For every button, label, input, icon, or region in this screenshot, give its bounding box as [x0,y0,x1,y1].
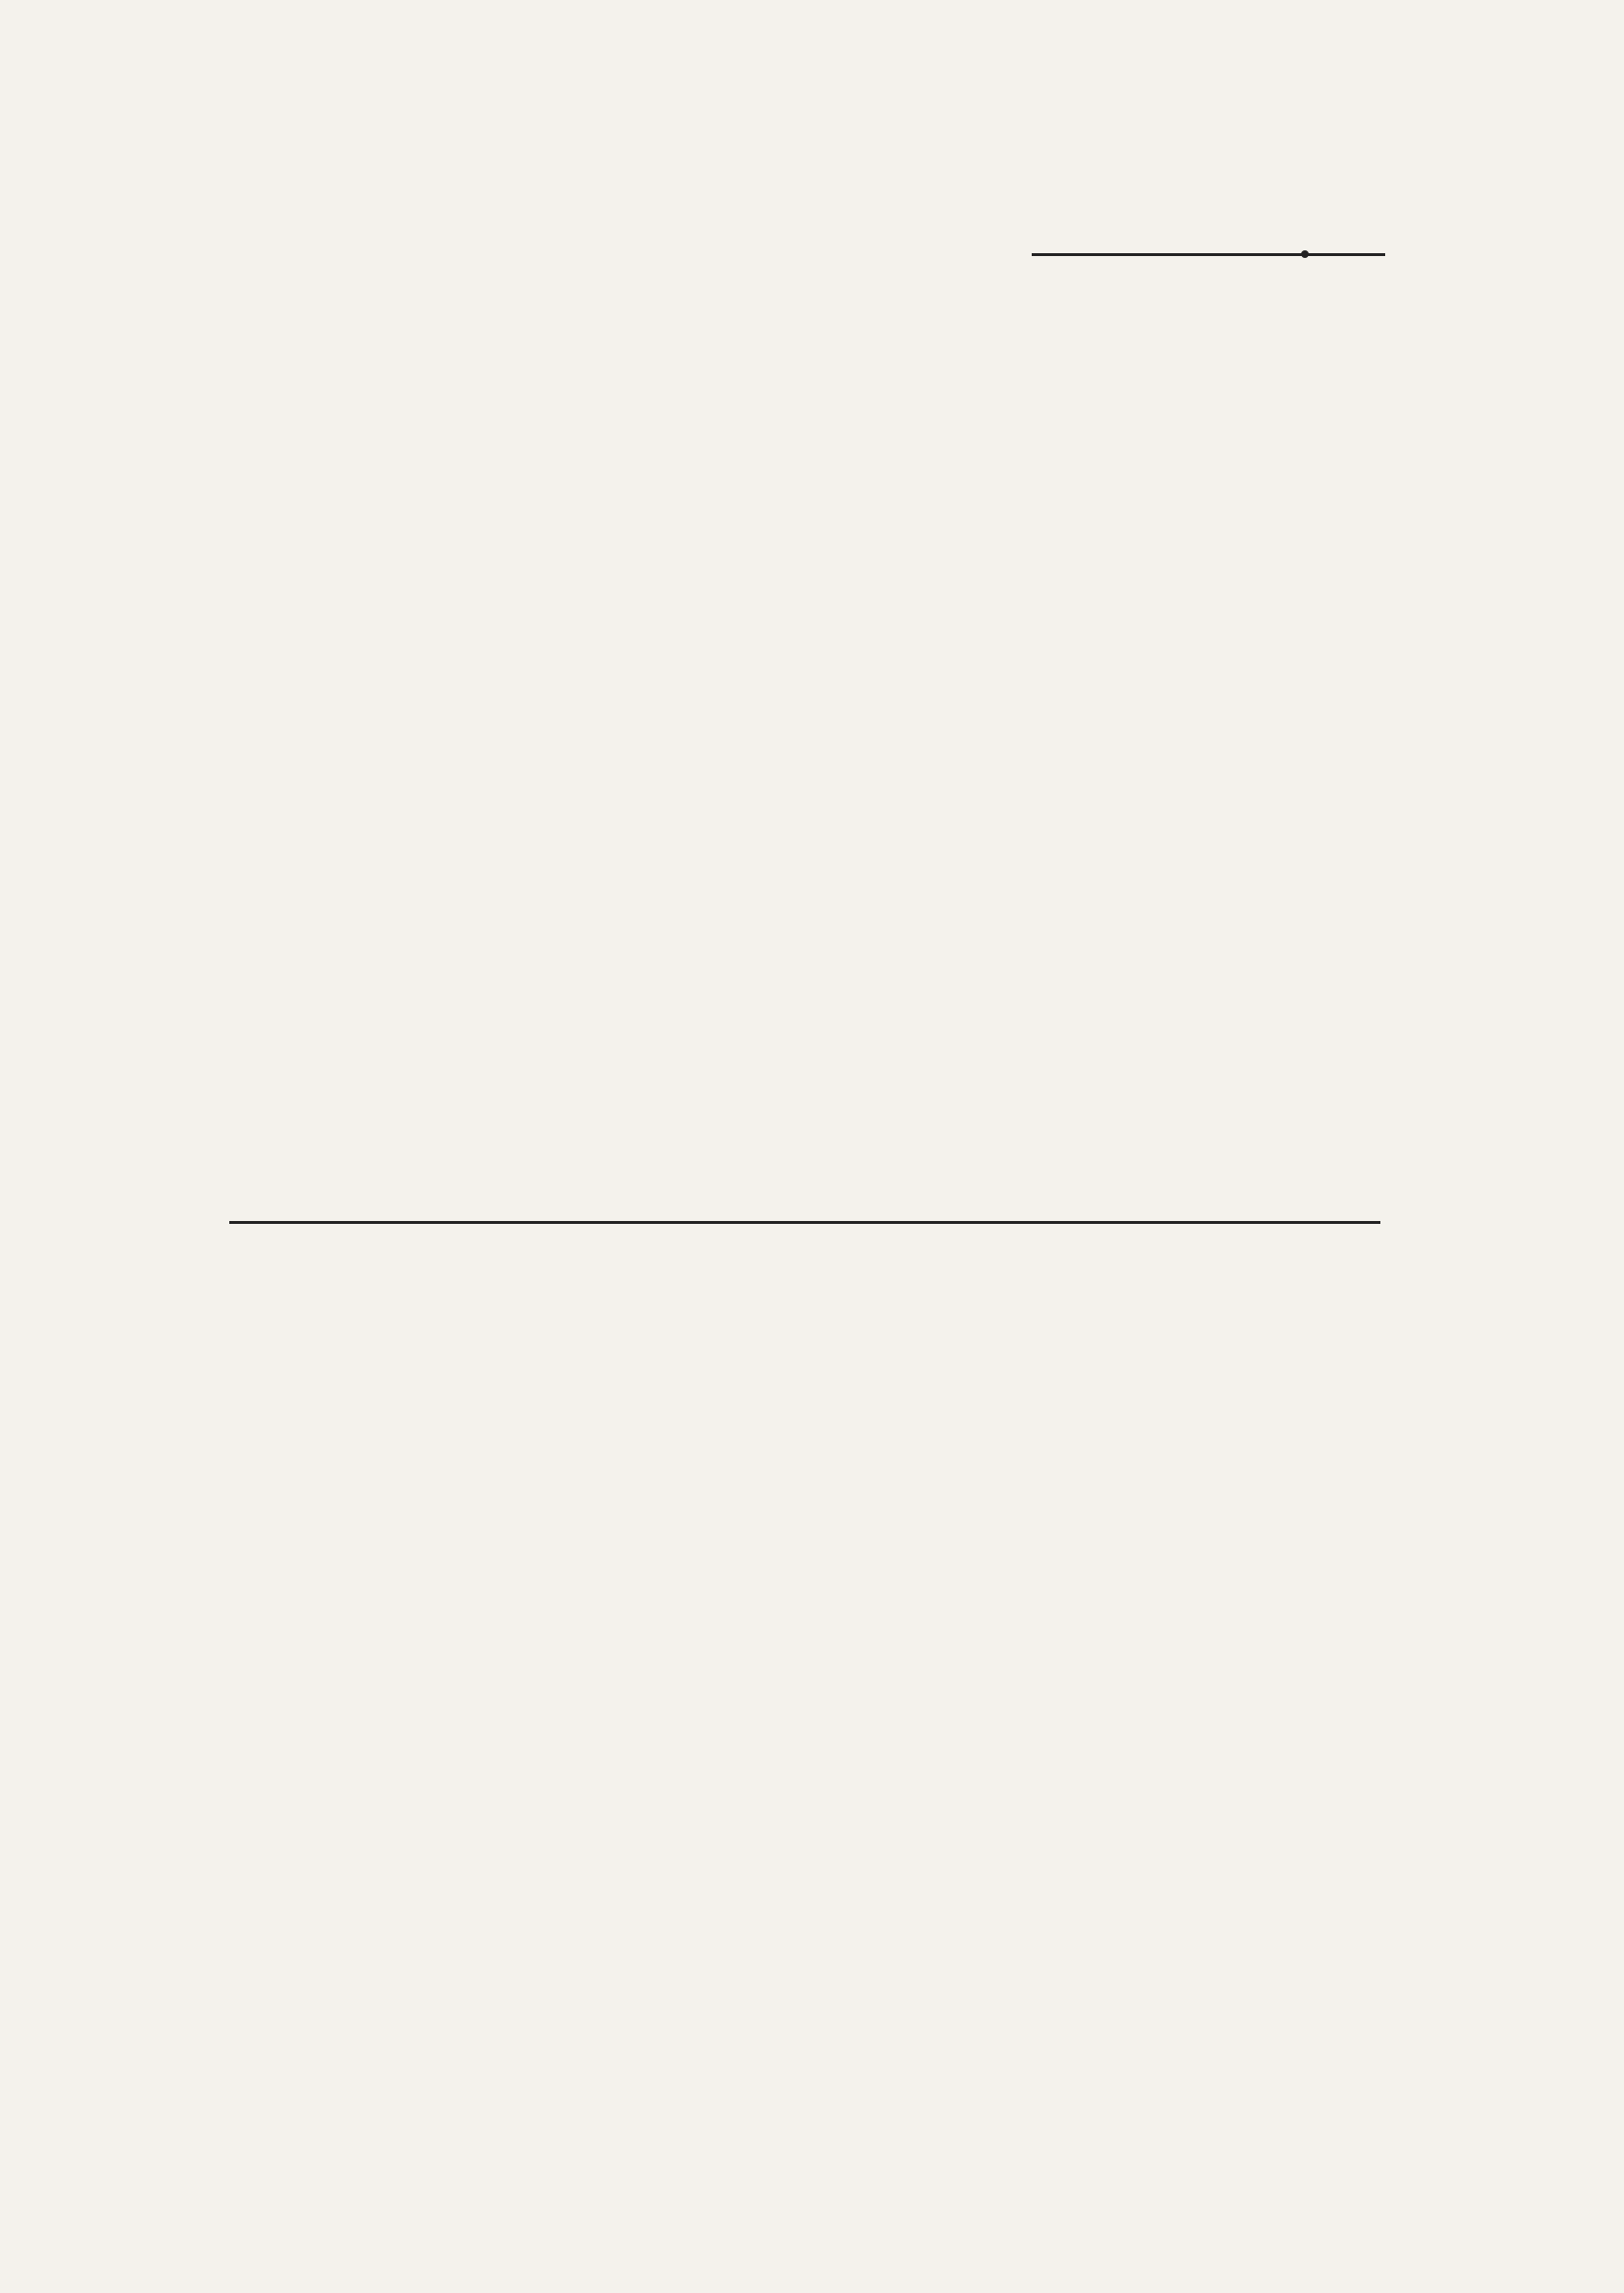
running-header [1060,189,1347,246]
bottom-text-block [253,1261,1361,2178]
top-text-block [253,311,1361,1189]
section-divider [229,1221,1380,1224]
header-rule [1032,253,1385,256]
